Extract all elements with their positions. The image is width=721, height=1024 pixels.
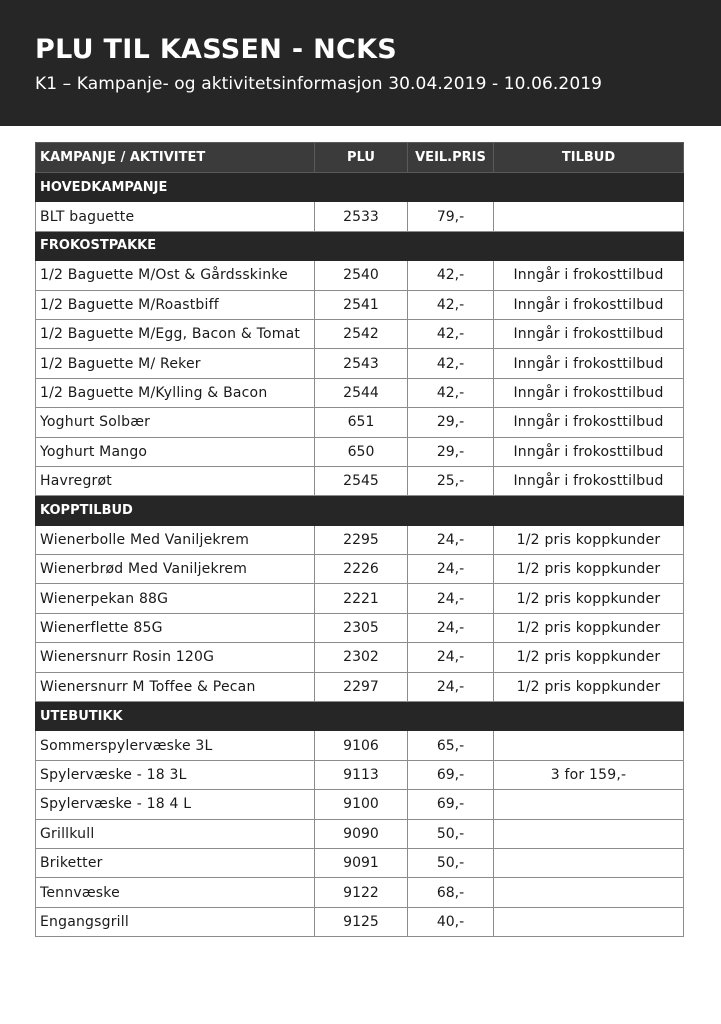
column-header-offer: TILBUD — [494, 143, 684, 173]
section-title: KOPPTILBUD — [36, 496, 684, 525]
price-cell: 79,- — [408, 202, 494, 231]
offer-cell: Inngår i frokosttilbud — [494, 437, 684, 466]
section-title: FROKOSTPAKKE — [36, 231, 684, 260]
product-name-cell: Sommerspylervæske 3L — [36, 731, 315, 760]
price-cell: 29,- — [408, 437, 494, 466]
offer-cell — [494, 878, 684, 907]
page-header — [0, 0, 721, 126]
price-cell: 24,- — [408, 555, 494, 584]
table-row — [36, 466, 684, 495]
offer-cell: 1/2 pris koppkunder — [494, 525, 684, 554]
product-name-cell: Spylervæske - 18 4 L — [36, 790, 315, 819]
table-row — [36, 790, 684, 819]
section-row — [36, 231, 684, 260]
offer-cell: Inngår i frokosttilbud — [494, 290, 684, 319]
offer-cell: 3 for 159,- — [494, 760, 684, 789]
offer-cell: Inngår i frokosttilbud — [494, 378, 684, 407]
price-cell: 24,- — [408, 584, 494, 613]
plu-cell: 2302 — [315, 643, 408, 672]
table-row — [36, 878, 684, 907]
plu-cell: 9100 — [315, 790, 408, 819]
price-cell: 50,- — [408, 848, 494, 877]
offer-cell — [494, 790, 684, 819]
column-header-price: VEIL.PRIS — [408, 143, 494, 173]
offer-cell — [494, 907, 684, 936]
price-cell: 42,- — [408, 290, 494, 319]
offer-cell — [494, 202, 684, 231]
section-title: HOVEDKAMPANJE — [36, 173, 684, 202]
plu-cell: 2543 — [315, 349, 408, 378]
price-cell: 42,- — [408, 261, 494, 290]
price-cell: 69,- — [408, 790, 494, 819]
offer-cell: 1/2 pris koppkunder — [494, 584, 684, 613]
price-cell: 24,- — [408, 672, 494, 701]
offer-cell — [494, 819, 684, 848]
plu-cell: 9090 — [315, 819, 408, 848]
price-cell: 69,- — [408, 760, 494, 789]
price-cell: 65,- — [408, 731, 494, 760]
plu-cell: 650 — [315, 437, 408, 466]
plu-cell: 2295 — [315, 525, 408, 554]
section-row — [36, 173, 684, 202]
price-cell: 50,- — [408, 819, 494, 848]
price-cell: 24,- — [408, 525, 494, 554]
page-subtitle: K1 – Kampanje- og aktivitetsinformasjon 30.04.2019 - 10.06.2019 — [35, 74, 603, 94]
product-name-cell: Yoghurt Solbær — [36, 408, 315, 437]
column-header-campaign: KAMPANJE / AKTIVITET — [36, 143, 315, 173]
product-name-cell: Havregrøt — [36, 466, 315, 495]
plu-cell: 2305 — [315, 613, 408, 642]
page-title: PLU TIL KASSEN - NCKS — [35, 34, 398, 65]
offer-cell: Inngår i frokosttilbud — [494, 408, 684, 437]
table-row — [36, 408, 684, 437]
plu-cell: 2226 — [315, 555, 408, 584]
price-cell: 29,- — [408, 408, 494, 437]
price-cell: 24,- — [408, 613, 494, 642]
offer-cell: 1/2 pris koppkunder — [494, 672, 684, 701]
offer-cell: 1/2 pris koppkunder — [494, 613, 684, 642]
plu-cell: 9125 — [315, 907, 408, 936]
table-body — [36, 173, 684, 937]
table-row — [36, 672, 684, 701]
plu-cell: 2542 — [315, 319, 408, 348]
price-cell: 42,- — [408, 378, 494, 407]
price-cell: 68,- — [408, 878, 494, 907]
table-row — [36, 907, 684, 936]
offer-cell: 1/2 pris koppkunder — [494, 555, 684, 584]
product-name-cell: Wienerflette 85G — [36, 613, 315, 642]
table-row — [36, 378, 684, 407]
offer-cell: Inngår i frokosttilbud — [494, 466, 684, 495]
section-title: UTEBUTIKK — [36, 702, 684, 731]
table-row — [36, 819, 684, 848]
table-row — [36, 613, 684, 642]
plu-cell: 9122 — [315, 878, 408, 907]
table-row — [36, 349, 684, 378]
table-row — [36, 261, 684, 290]
table-row — [36, 584, 684, 613]
table-row — [36, 555, 684, 584]
column-header-plu: PLU — [315, 143, 408, 173]
product-name-cell: Wienersnurr M Toffee & Pecan — [36, 672, 315, 701]
table-row — [36, 848, 684, 877]
product-name-cell: BLT baguette — [36, 202, 315, 231]
product-name-cell: 1/2 Baguette M/ Reker — [36, 349, 315, 378]
product-name-cell: Yoghurt Mango — [36, 437, 315, 466]
price-cell: 42,- — [408, 319, 494, 348]
table-row — [36, 643, 684, 672]
plu-table — [35, 142, 684, 937]
plu-cell: 2544 — [315, 378, 408, 407]
plu-cell: 2221 — [315, 584, 408, 613]
product-name-cell: 1/2 Baguette M/Ost & Gårdsskinke — [36, 261, 315, 290]
table-row — [36, 319, 684, 348]
product-name-cell: 1/2 Baguette M/Kylling & Bacon — [36, 378, 315, 407]
price-cell: 25,- — [408, 466, 494, 495]
section-row — [36, 496, 684, 525]
product-name-cell: Wienerbrød Med Vaniljekrem — [36, 555, 315, 584]
product-name-cell: Tennvæske — [36, 878, 315, 907]
table-header — [36, 143, 684, 173]
table-row — [36, 760, 684, 789]
plu-cell: 2533 — [315, 202, 408, 231]
product-name-cell: Wienerpekan 88G — [36, 584, 315, 613]
product-name-cell: Wienerbolle Med Vaniljekrem — [36, 525, 315, 554]
table-row — [36, 437, 684, 466]
product-name-cell: Briketter — [36, 848, 315, 877]
offer-cell: Inngår i frokosttilbud — [494, 349, 684, 378]
offer-cell: 1/2 pris koppkunder — [494, 643, 684, 672]
plu-cell: 9106 — [315, 731, 408, 760]
product-name-cell: Wienersnurr Rosin 120G — [36, 643, 315, 672]
plu-cell: 2545 — [315, 466, 408, 495]
price-cell: 40,- — [408, 907, 494, 936]
table-row — [36, 202, 684, 231]
header-row — [36, 143, 684, 173]
section-row — [36, 702, 684, 731]
offer-cell: Inngår i frokosttilbud — [494, 319, 684, 348]
offer-cell: Inngår i frokosttilbud — [494, 261, 684, 290]
table-row — [36, 731, 684, 760]
plu-cell: 2297 — [315, 672, 408, 701]
offer-cell — [494, 731, 684, 760]
offer-cell — [494, 848, 684, 877]
plu-cell: 9113 — [315, 760, 408, 789]
price-cell: 42,- — [408, 349, 494, 378]
product-name-cell: Engangsgrill — [36, 907, 315, 936]
plu-cell: 2540 — [315, 261, 408, 290]
plu-cell: 2541 — [315, 290, 408, 319]
product-name-cell: 1/2 Baguette M/Roastbiff — [36, 290, 315, 319]
product-name-cell: Grillkull — [36, 819, 315, 848]
product-name-cell: 1/2 Baguette M/Egg, Bacon & Tomat — [36, 319, 315, 348]
product-name-cell: Spylervæske - 18 3L — [36, 760, 315, 789]
plu-cell: 9091 — [315, 848, 408, 877]
table-row — [36, 525, 684, 554]
plu-cell: 651 — [315, 408, 408, 437]
price-cell: 24,- — [408, 643, 494, 672]
table-row — [36, 290, 684, 319]
